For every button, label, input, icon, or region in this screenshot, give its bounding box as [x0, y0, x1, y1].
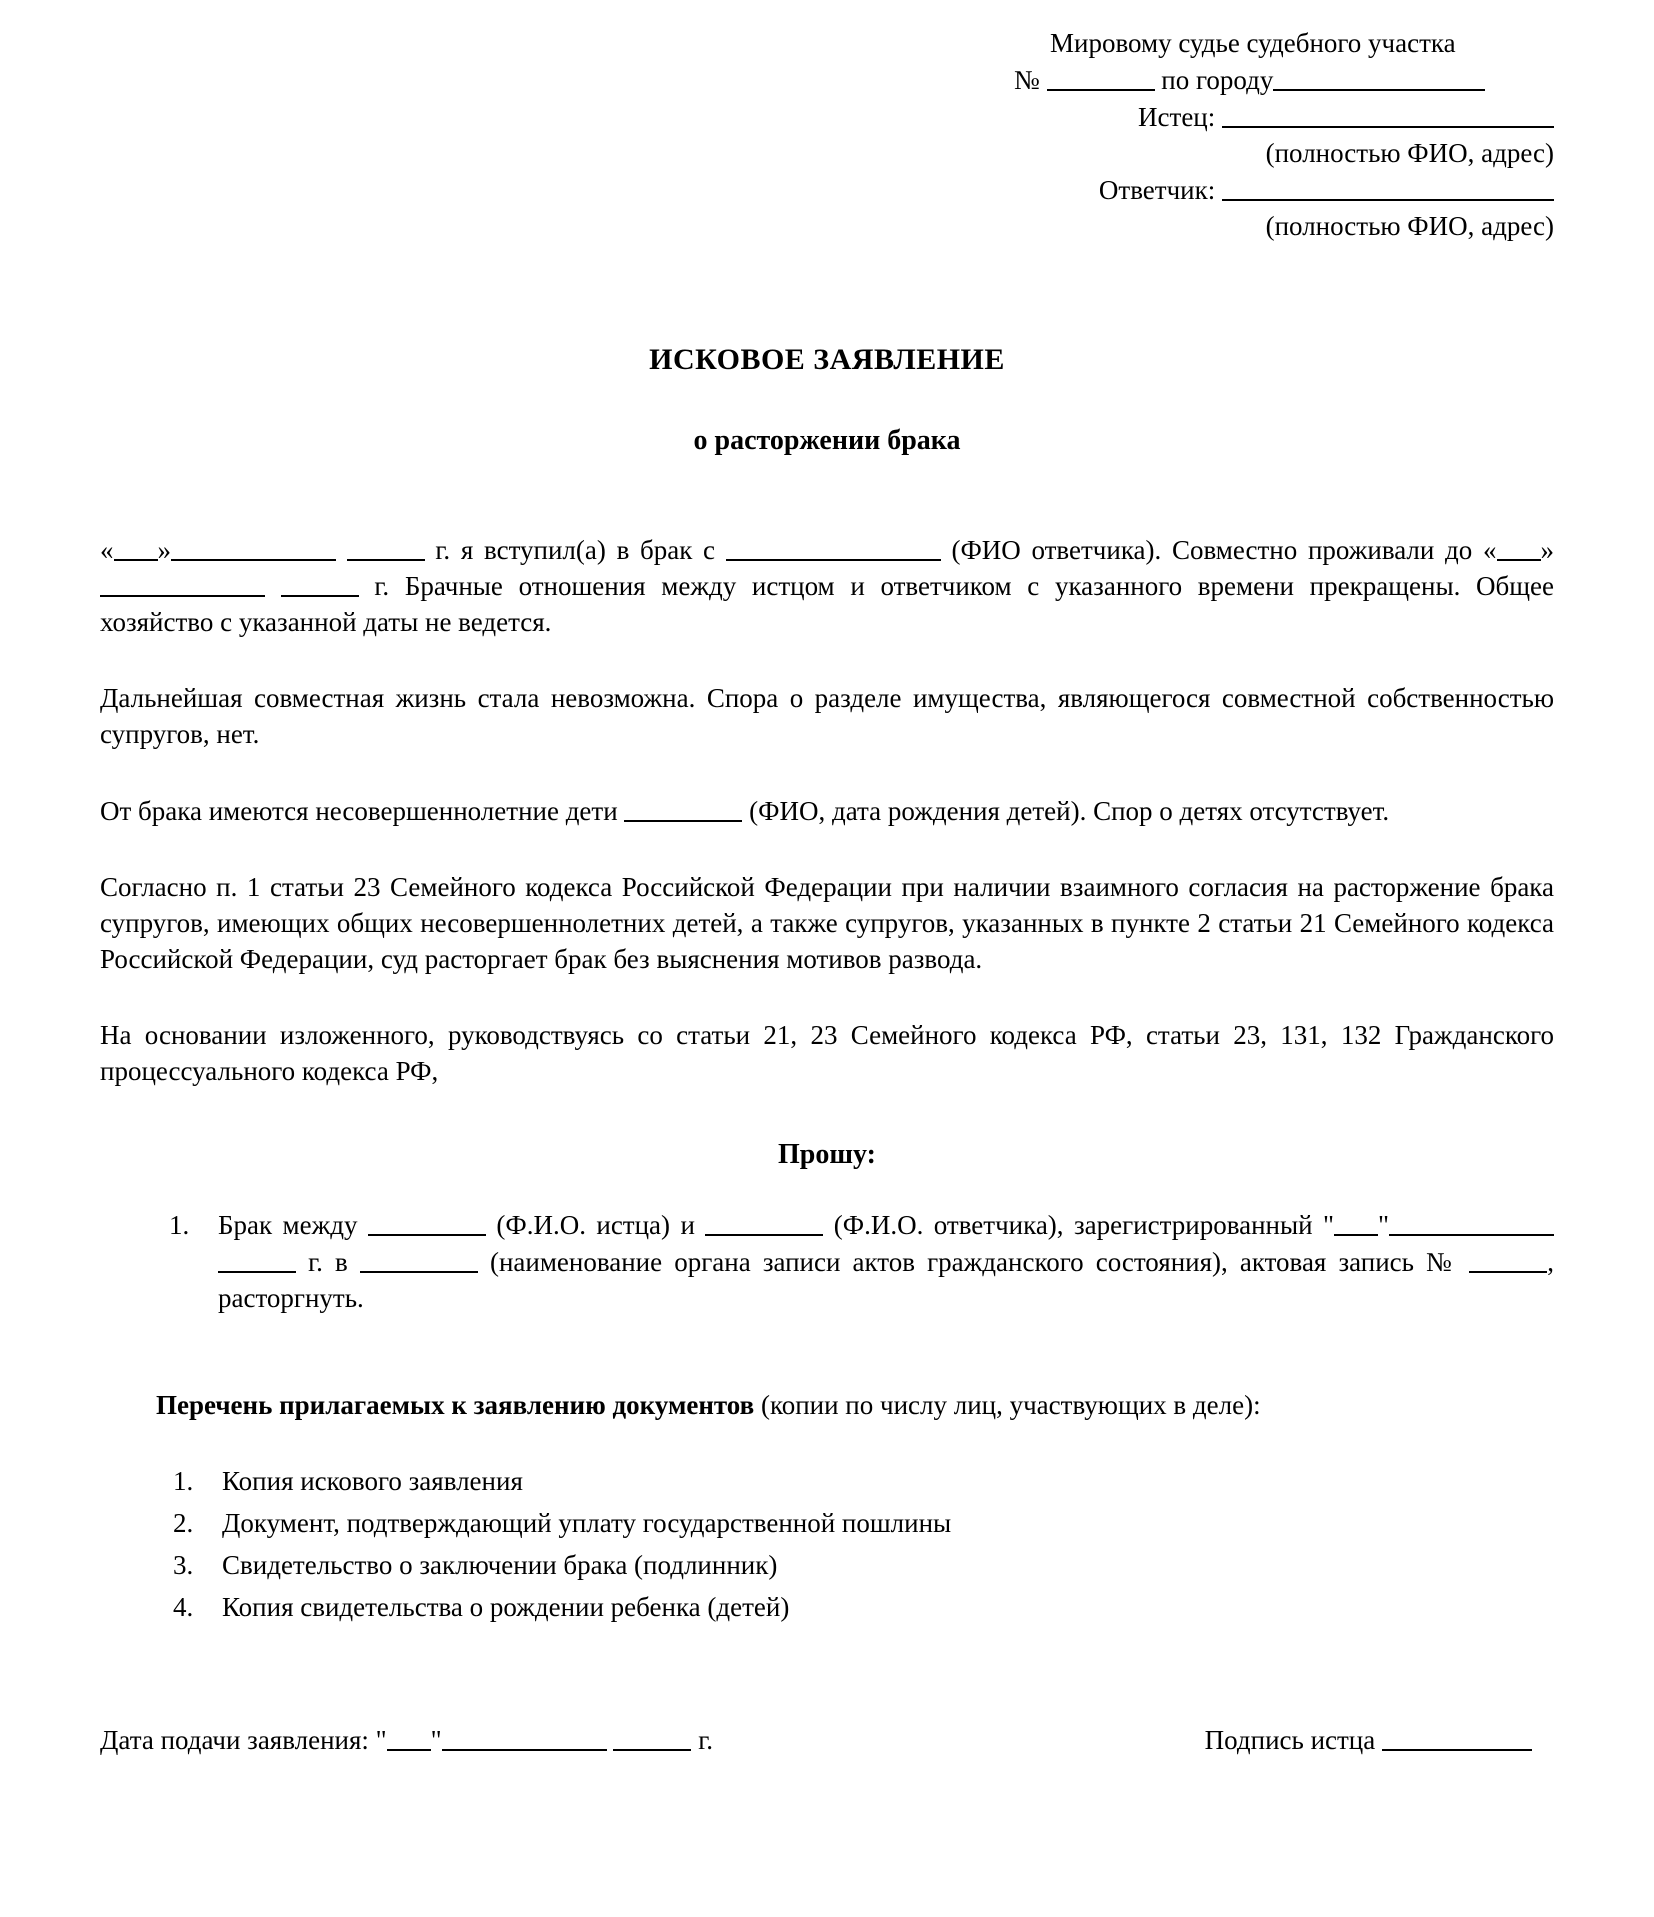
marriage-text-2: (ФИО ответчика).	[951, 534, 1162, 565]
marriage-text-3: Совместно проживали до «	[1171, 534, 1497, 565]
request-defendant-blank[interactable]	[705, 1207, 823, 1236]
children-text-1: От брака имеются несовершеннолетние дети	[100, 796, 618, 827]
list-item: 3. Свидетельство о заключении брака (подлинник)	[200, 1548, 1554, 1584]
court-number-line	[1014, 62, 1554, 99]
plaintiff-label: Истец:	[1138, 101, 1216, 132]
court-city-label: по городу	[1161, 64, 1274, 95]
addressee-block	[1014, 26, 1554, 244]
request-text-4: г. в	[308, 1246, 348, 1277]
signature-label: Подпись истца	[1204, 1725, 1376, 1756]
request-text-6: , расторгнуть.	[218, 1246, 1555, 1313]
plaintiff-caption: (полностью ФИО, адрес)	[1265, 137, 1554, 168]
paragraph-property: Дальнейшая совместная жизнь стала невозможна. Спора о разделе имущества, являющегося совместной собственностью супругов, нет.	[100, 683, 1554, 750]
reg-office-blank[interactable]	[360, 1244, 478, 1273]
quote-close-1: »	[157, 534, 171, 565]
submission-day-blank[interactable]	[387, 1722, 431, 1751]
court-number-blank[interactable]	[1047, 62, 1155, 91]
attachments-heading-rest: (копии по числу лиц, участвующих в деле):	[760, 1390, 1261, 1421]
paragraph-conclusion: На основании изложенного, руководствуясь со статьи 21, 23 Семейного кодекса РФ, статьи 23, 131, 132 Гражданского процессуального кодекса РФ,	[100, 1019, 1554, 1086]
request-plaintiff-blank[interactable]	[368, 1207, 486, 1236]
list-item: 2. Документ, подтверждающий уплату государственной пошлины	[200, 1506, 1554, 1542]
signature-line	[1205, 1722, 1554, 1759]
defendant-line	[1014, 172, 1554, 209]
paragraph-children	[100, 793, 1554, 830]
court-city-blank[interactable]	[1273, 62, 1485, 91]
reg-day-blank[interactable]	[1334, 1207, 1378, 1236]
defendant-blank[interactable]	[1222, 172, 1554, 201]
submission-date-line	[100, 1722, 713, 1759]
marriage-text-1: г. я вступил(а) в брак с	[435, 534, 716, 565]
defendant-label: Ответчик:	[1098, 174, 1216, 205]
date-label-c: г.	[698, 1725, 713, 1756]
date-label-a: Дата подачи заявления: "	[100, 1725, 387, 1756]
list-item: 1. Копия искового заявления	[200, 1464, 1554, 1500]
date-label-b: "	[430, 1725, 442, 1756]
reg-month-blank[interactable]	[1389, 1207, 1554, 1236]
plaintiff-line	[1014, 99, 1554, 136]
separation-year-blank[interactable]	[281, 568, 359, 597]
court-line: Мировому судье судебного участка	[1050, 28, 1456, 58]
request-text-5: (наименование органа записи актов гражданского состояния), актовая запись №	[489, 1246, 1458, 1277]
quote-close-3: "	[1378, 1209, 1390, 1240]
separation-month-blank[interactable]	[100, 568, 265, 597]
defendant-caption: (полностью ФИО, адрес)	[1265, 210, 1554, 241]
request-text-1: Брак между	[218, 1209, 358, 1240]
attachments-heading-bold: Перечень прилагаемых к заявлению документов	[156, 1390, 755, 1421]
request-item-1	[196, 1207, 1554, 1317]
spouse-name-blank[interactable]	[726, 532, 941, 561]
children-info-blank[interactable]	[624, 793, 742, 822]
marriage-month-blank[interactable]	[171, 532, 336, 561]
attachments-heading	[100, 1388, 1554, 1424]
document-footer	[100, 1722, 1554, 1759]
submission-year-blank[interactable]	[613, 1722, 691, 1751]
submission-month-blank[interactable]	[442, 1722, 607, 1751]
quote-open-1: «	[100, 534, 114, 565]
document-body	[100, 532, 1554, 1759]
signature-blank[interactable]	[1382, 1722, 1532, 1751]
record-number-blank[interactable]	[1469, 1244, 1547, 1273]
marriage-year-blank[interactable]	[347, 532, 425, 561]
reg-year-blank[interactable]	[218, 1244, 296, 1273]
plaintiff-blank[interactable]	[1222, 99, 1554, 128]
children-text-2: (ФИО, дата рождения детей). Спор о детях отсутствует.	[749, 796, 1390, 827]
request-list	[100, 1207, 1554, 1317]
page-title: ИСКОВОЕ ЗАЯВЛЕНИЕ	[649, 343, 1005, 377]
marriage-day-blank[interactable]	[114, 532, 158, 561]
request-heading: Прошу:	[778, 1138, 876, 1170]
paragraph-legal-basis: Согласно п. 1 статьи 23 Семейного кодекса Российской Федерации при наличии взаимного согласия на расторжение брака супругов, имеющих общих несовершеннолетних детей, а также супругов, указанных в пункте 2 статьи 21 Семейного кодекса Российской Федерации, суд расторгает брак без выяснения мотивов развода.	[100, 872, 1554, 974]
list-item: 4. Копия свидетельства о рождении ребенка (детей)	[200, 1590, 1554, 1626]
marriage-text-4: г. Брачные отношения между истцом и ответчиком с указанного времени прекращены. Общее хозяйство с указанной даты не ведется.	[100, 571, 1555, 638]
page-subtitle: о расторжении брака	[693, 425, 961, 457]
attachments-list	[100, 1464, 1554, 1626]
request-text-3: (Ф.И.О. ответчика), зарегистрированный "	[833, 1209, 1335, 1240]
court-number-label: №	[1014, 64, 1040, 95]
separation-day-blank[interactable]	[1497, 532, 1541, 561]
paragraph-marriage-facts	[100, 532, 1554, 642]
quote-close-2: »	[1540, 534, 1555, 565]
request-text-2: (Ф.И.О. истца) и	[496, 1209, 695, 1240]
